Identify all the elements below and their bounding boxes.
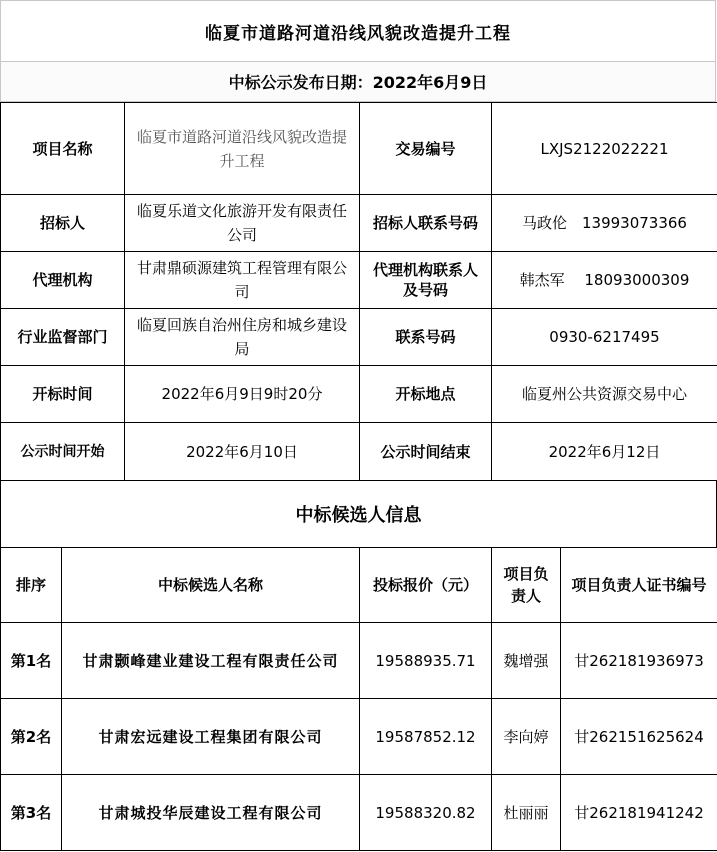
agency-value: 甘肃鼎硕源建筑工程管理有限公司	[125, 252, 360, 309]
header-manager: 项目负责人	[492, 548, 561, 623]
candidate-rank: 第2名	[1, 699, 62, 775]
agency-contact-label: 代理机构联系人及号码	[360, 252, 492, 309]
candidate-rank: 第3名	[1, 775, 62, 851]
header-cert: 项目负责人证书编号	[561, 548, 717, 623]
contact-label: 联系号码	[360, 309, 492, 366]
header-price: 投标报价（元）	[360, 548, 492, 623]
open-place-value: 临夏州公共资源交易中心	[492, 366, 717, 423]
open-time-value: 2022年6月9日9时20分	[125, 366, 360, 423]
candidate-row	[1, 623, 717, 699]
contact-value: 0930-6217495	[492, 309, 717, 366]
candidate-cert: 甘262151625624	[561, 699, 717, 775]
candidates-table	[0, 547, 717, 851]
candidate-row	[1, 775, 717, 851]
tenderer-label: 招标人	[1, 195, 125, 252]
candidate-name: 甘肃颢峰建业建设工程有限责任公司	[62, 623, 360, 699]
trade-no-label: 交易编号	[360, 103, 492, 195]
open-place-label: 开标地点	[360, 366, 492, 423]
notice-end-label: 公示时间结束	[360, 423, 492, 481]
agency-label: 代理机构	[1, 252, 125, 309]
candidate-row	[1, 699, 717, 775]
open-time-label: 开标时间	[1, 366, 125, 423]
candidate-cert: 甘262181941242	[561, 775, 717, 851]
project-name-value: 临夏市道路河道沿线风貌改造提升工程	[125, 103, 360, 195]
candidates-section-title: 中标候选人信息	[0, 481, 717, 547]
tenderer-contact-value: 马政伦 13993073366	[492, 195, 717, 252]
supervisor-label: 行业监督部门	[1, 309, 125, 366]
agency-contact-value: 韩杰军 18093000309	[492, 252, 717, 309]
page-title: 临夏市道路河道沿线风貌改造提升工程	[0, 0, 716, 62]
publish-date: 中标公示发布日期：2022年6月9日	[0, 62, 716, 102]
candidate-manager: 杜丽丽	[492, 775, 561, 851]
tenderer-contact-label: 招标人联系号码	[360, 195, 492, 252]
notice-end-value: 2022年6月12日	[492, 423, 717, 481]
trade-no-value: LXJS2122022221	[492, 103, 717, 195]
project-info-table	[0, 102, 717, 481]
candidate-price: 19587852.12	[360, 699, 492, 775]
candidate-name: 甘肃宏远建设工程集团有限公司	[62, 699, 360, 775]
header-rank: 排序	[1, 548, 62, 623]
candidate-manager: 李向婷	[492, 699, 561, 775]
tenderer-value: 临夏乐道文化旅游开发有限责任公司	[125, 195, 360, 252]
notice-start-value: 2022年6月10日	[125, 423, 360, 481]
candidate-name: 甘肃城投华辰建设工程有限公司	[62, 775, 360, 851]
header-name: 中标候选人名称	[62, 548, 360, 623]
candidate-rank: 第1名	[1, 623, 62, 699]
candidate-price: 19588320.82	[360, 775, 492, 851]
project-name-label: 项目名称	[1, 103, 125, 195]
candidate-cert: 甘262181936973	[561, 623, 717, 699]
candidate-price: 19588935.71	[360, 623, 492, 699]
notice-start-label: 公示时间开始	[1, 423, 125, 481]
candidate-manager: 魏增强	[492, 623, 561, 699]
supervisor-value: 临夏回族自治州住房和城乡建设局	[125, 309, 360, 366]
